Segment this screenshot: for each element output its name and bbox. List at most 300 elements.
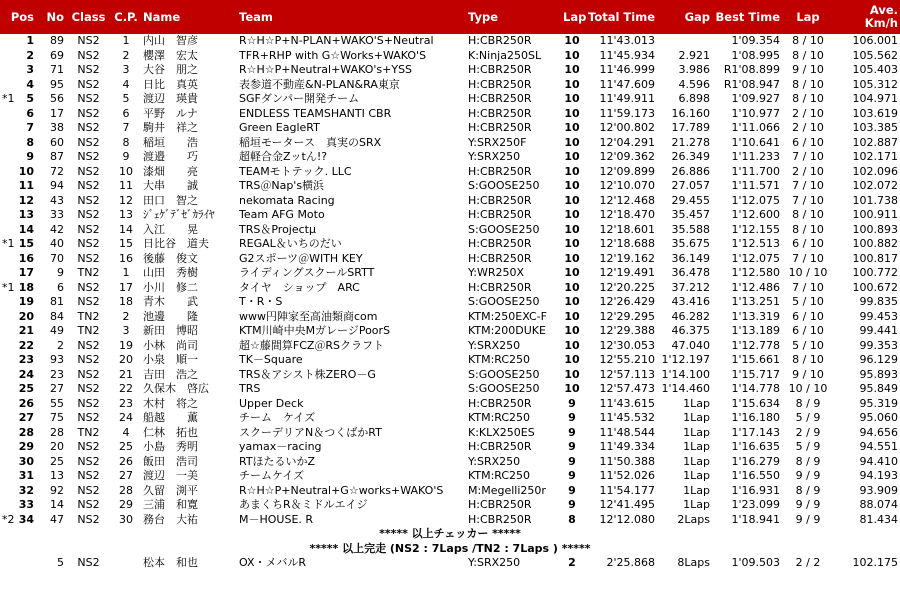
cell-rider-name: 大谷 朋之: [143, 63, 198, 76]
cell-best-time: 1'12.580: [731, 266, 780, 279]
cell-class: NS2: [77, 193, 100, 207]
table-row: [0, 179, 900, 194]
cell-best-lap: 8 / 9: [795, 483, 821, 497]
cell-best-time: 1'16.550: [731, 469, 780, 482]
cell-rider-name: 入江 晃: [143, 222, 198, 236]
cell-pos: [0, 194, 36, 209]
table-row: [0, 411, 900, 426]
cell-team: TEAMモトテック. LLC: [239, 164, 352, 178]
cell-class-position: 2: [122, 309, 130, 323]
cell-class: NS2: [77, 135, 100, 149]
cell-laps: 9: [568, 469, 576, 482]
cell-rider-name: 新田 博昭: [143, 324, 198, 337]
cell-gap: 29.455: [671, 193, 710, 207]
cell-gap: 36.149: [671, 251, 710, 265]
cell-machine-type: S:GOOSE250: [468, 179, 540, 192]
col-header-class: Class: [66, 0, 111, 34]
cell-machine-type: H:CBR250R: [468, 193, 532, 207]
cell-machine-type: H:CBR250R: [468, 280, 532, 294]
cell-rider-name: 務台 大祐: [143, 512, 198, 526]
cell-class: NS2: [77, 164, 100, 178]
position-value: 24: [18, 367, 34, 381]
cell-best-time: 1'09.503: [731, 556, 780, 569]
cell-best-lap: 9 / 9: [795, 469, 821, 482]
cell-total-time: 12'18.688: [599, 237, 655, 250]
cell-rider-name: 久留 渕平: [143, 483, 198, 497]
cell-gap: 27.057: [671, 179, 710, 192]
cell-gap: 1'14.100: [661, 367, 710, 381]
cell-best-time: 1'12.513: [731, 237, 780, 250]
cell-gap: 46.282: [671, 309, 710, 323]
cell-average-speed: 102.887: [852, 135, 898, 149]
cell-car-number: 49: [50, 324, 64, 337]
cell-pos: [0, 49, 36, 64]
table-row: [0, 252, 900, 267]
cell-team: SGFダンパー開発チーム: [239, 92, 360, 105]
cell-rider-name: 内山 智彦: [143, 34, 198, 47]
position-value: 12: [18, 193, 34, 207]
cell-pos: [0, 295, 36, 310]
table-row: [0, 556, 900, 571]
finish-note-row: [0, 542, 900, 557]
cell-machine-type: H:CBR250R: [468, 251, 532, 265]
cell-best-lap: 7 / 10: [792, 193, 824, 207]
cell-total-time: 11'45.934: [599, 48, 655, 62]
cell-total-time: 11'46.999: [599, 63, 655, 76]
cell-team: nekomata Racing: [239, 193, 335, 207]
cell-pos: [0, 121, 36, 136]
cell-total-time: 12'10.070: [599, 179, 655, 192]
cell-gap: 1'12.197: [661, 353, 710, 366]
cell-best-lap: 2 / 2: [795, 556, 821, 569]
cell-team: Green EagleRT: [239, 121, 320, 134]
table-row: [0, 92, 900, 107]
cell-car-number: 42: [50, 222, 64, 236]
cell-machine-type: H:CBR250R: [468, 77, 532, 91]
cell-laps: 10: [564, 266, 580, 279]
cell-total-time: 12'18.470: [599, 208, 655, 221]
cell-team: G2スポーツ＠WITH KEY: [239, 251, 363, 265]
header-row: [0, 0, 900, 34]
cell-class-position: 14: [119, 222, 133, 236]
table-row: [0, 63, 900, 78]
cell-pos: [0, 78, 36, 93]
cell-pos: [0, 165, 36, 180]
cell-gap: 3.986: [678, 63, 710, 76]
cell-class: NS2: [77, 222, 100, 236]
cell-total-time: 11'50.388: [599, 454, 655, 468]
cell-average-speed: 100.772: [852, 266, 898, 279]
cell-laps: 9: [568, 396, 576, 410]
table-row: [0, 353, 900, 368]
cell-total-time: 12'30.053: [599, 338, 655, 352]
cell-class: TN2: [77, 324, 100, 337]
cell-average-speed: 105.562: [852, 48, 898, 62]
cell-best-time: 1'18.941: [731, 512, 780, 526]
cell-rider-name: 久保木 啓広: [143, 382, 209, 395]
cell-best-lap: 8 / 10: [792, 48, 824, 62]
cell-total-time: 11'52.026: [599, 469, 655, 482]
cell-team: M－HOUSE. R: [239, 512, 314, 526]
cell-car-number: 92: [50, 483, 64, 497]
table-row: [0, 295, 900, 310]
cell-best-time: 1'23.099: [731, 498, 780, 511]
cell-total-time: 12'57.473: [599, 382, 655, 395]
cell-best-time: 1'10.641: [731, 135, 780, 149]
cell-best-lap: 10 / 10: [788, 382, 828, 395]
cell-best-time: 1'16.931: [731, 483, 780, 497]
cell-gap: 1'14.460: [661, 382, 710, 395]
cell-pos: [0, 397, 36, 412]
cell-rider-name: 渡邉 巧: [143, 150, 198, 163]
cell-best-lap: 6 / 10: [792, 237, 824, 250]
cell-class: NS2: [77, 77, 100, 91]
cell-laps: 9: [568, 498, 576, 511]
table-row: [0, 397, 900, 412]
cell-rider-name: 小島 秀明: [143, 440, 198, 453]
cell-best-time: 1'15.661: [731, 353, 780, 366]
cell-machine-type: S:GOOSE250: [468, 382, 540, 395]
cell-gap: 21.278: [671, 135, 710, 149]
cell-laps: 10: [564, 251, 580, 265]
position-value: 21: [18, 324, 34, 337]
cell-gap: 1Lap: [683, 498, 710, 511]
cell-laps: 2: [568, 556, 576, 569]
cell-class: NS2: [77, 251, 100, 265]
cell-rider-name: 駒井 祥之: [143, 121, 198, 134]
position-value: 2: [26, 48, 34, 62]
cell-pos: [0, 310, 36, 325]
cell-machine-type: H:CBR250R: [468, 63, 532, 76]
position-value: 29: [18, 440, 34, 453]
table-row: [0, 49, 900, 64]
position-value: 20: [18, 309, 34, 323]
cell-car-number: 47: [50, 512, 64, 526]
cell-best-time: 1'11.700: [731, 164, 780, 178]
cell-total-time: 11'43.013: [599, 34, 655, 47]
cell-average-speed: 99.441: [859, 324, 898, 337]
cell-rider-name: 木村 将之: [143, 396, 198, 410]
cell-laps: 10: [564, 77, 580, 91]
cell-best-lap: 2 / 10: [792, 121, 824, 134]
cell-average-speed: 96.129: [859, 353, 898, 366]
cell-machine-type: H:CBR250R: [468, 440, 532, 453]
cell-best-lap: 9 / 9: [795, 512, 821, 526]
cell-rider-name: 山田 秀樹: [143, 266, 198, 279]
cell-total-time: 11'45.532: [599, 411, 655, 424]
cell-car-number: 94: [50, 179, 64, 192]
cell-class-position: 26: [119, 454, 133, 468]
cell-average-speed: 104.971: [852, 92, 898, 105]
cell-best-time: 1'17.143: [731, 425, 780, 439]
cell-laps: 9: [568, 454, 576, 468]
cell-best-lap: 6 / 10: [792, 309, 824, 323]
penalty-mark: *1: [2, 237, 15, 250]
cell-gap: 1Lap: [683, 454, 710, 468]
cell-total-time: 12'29.388: [599, 324, 655, 337]
cell-average-speed: 95.893: [859, 367, 898, 381]
cell-rider-name: 小泉 順一: [143, 353, 198, 366]
cell-class: NS2: [77, 440, 100, 453]
cell-class: NS2: [77, 34, 100, 47]
cell-gap: 2.921: [678, 48, 710, 62]
cell-car-number: 56: [50, 92, 64, 105]
position-value: 10: [18, 164, 34, 178]
cell-class: NS2: [77, 454, 100, 468]
cell-average-speed: 103.385: [852, 121, 898, 134]
cell-machine-type: Y:SRX250: [468, 454, 521, 468]
results-body: [0, 34, 900, 527]
cell-average-speed: 81.434: [859, 512, 898, 526]
cell-pos: [0, 324, 36, 339]
cell-average-speed: 95.849: [859, 382, 898, 395]
cell-car-number: 95: [50, 77, 64, 91]
table-row: [0, 194, 900, 209]
cell-class: NS2: [77, 469, 100, 482]
cell-class-position: 4: [122, 77, 130, 91]
cell-machine-type: KTM:RC250: [468, 411, 531, 424]
cell-total-time: 12'29.295: [599, 309, 655, 323]
cell-total-time: 12'18.601: [599, 222, 655, 236]
table-row: [0, 484, 900, 499]
cell-class-position: 5: [122, 92, 130, 105]
cell-best-time: R1'08.899: [723, 63, 780, 76]
table-row: [0, 324, 900, 339]
table-row: [0, 382, 900, 397]
cell-car-number: 25: [50, 454, 64, 468]
dnf-body: [0, 556, 900, 571]
cell-laps: 10: [564, 150, 580, 163]
cell-class-position: 30: [119, 512, 133, 526]
col-header-total-time: Total Time: [583, 0, 657, 34]
cell-car-number: 84: [50, 309, 64, 323]
cell-team: yamax－racing: [239, 440, 322, 453]
cell-best-lap: 5 / 9: [795, 440, 821, 453]
cell-machine-type: H:CBR250R: [468, 512, 532, 526]
cell-best-time: 1'11.233: [731, 150, 780, 163]
cell-total-time: 12'55.210: [599, 353, 655, 366]
cell-average-speed: 102.096: [852, 164, 898, 178]
cell-car-number: 28: [50, 425, 64, 439]
cell-class-position: 4: [122, 425, 130, 439]
cell-gap: 1Lap: [683, 425, 710, 439]
cell-gap: 1Lap: [683, 396, 710, 410]
cell-machine-type: K:Ninja250SL: [468, 48, 542, 62]
cell-pos: [0, 339, 36, 354]
cell-gap: 35.675: [671, 237, 710, 250]
cell-machine-type: Y:SRX250: [468, 556, 521, 569]
cell-average-speed: 102.171: [852, 150, 898, 163]
position-value: 8: [26, 135, 34, 149]
cell-laps: 10: [564, 309, 580, 323]
cell-total-time: 12'09.362: [599, 150, 655, 163]
cell-car-number: 72: [50, 164, 64, 178]
cell-laps: 9: [568, 483, 576, 497]
cell-total-time: 12'20.225: [599, 280, 655, 294]
cell-rider-name: 平野 ルナ: [143, 106, 198, 120]
position-value: 33: [18, 498, 34, 511]
cell-best-lap: 10 / 10: [788, 266, 828, 279]
cell-laps: 10: [564, 92, 580, 105]
cell-gap: 1Lap: [683, 483, 710, 497]
cell-class: NS2: [77, 237, 100, 250]
cell-best-time: 1'12.600: [731, 208, 780, 221]
cell-class-position: 22: [119, 382, 133, 395]
cell-machine-type: Y:WR250X: [468, 266, 525, 279]
cell-best-lap: 8 / 10: [792, 353, 824, 366]
cell-car-number: 9: [57, 266, 64, 279]
cell-average-speed: 93.909: [859, 483, 898, 497]
cell-total-time: 12'00.802: [599, 121, 655, 134]
cell-average-speed: 102.175: [852, 556, 898, 569]
table-row: [0, 498, 900, 513]
cell-total-time: 11'49.911: [599, 92, 655, 105]
position-value: 7: [26, 121, 34, 134]
cell-car-number: 69: [50, 48, 64, 62]
cell-laps: 10: [564, 106, 580, 120]
position-value: 13: [18, 208, 34, 221]
cell-rider-name: 日比 真英: [143, 77, 198, 91]
position-value: 14: [18, 222, 34, 236]
cell-class-position: 19: [119, 338, 133, 352]
cell-best-lap: 7 / 10: [792, 179, 824, 192]
cell-rider-name: 小川 修二: [143, 280, 198, 294]
cell-class-position: 18: [119, 295, 133, 308]
cell-rider-name: 三浦 和寛: [143, 498, 198, 511]
cell-gap: 47.040: [671, 338, 710, 352]
cell-pos: [0, 469, 36, 484]
cell-team: ライディングスクールSRTT: [239, 266, 375, 279]
cell-total-time: 11'48.544: [599, 425, 655, 439]
cell-team: REGAL＆いちのだい: [239, 237, 342, 250]
cell-class: NS2: [77, 150, 100, 163]
cell-machine-type: H:CBR250R: [468, 498, 532, 511]
cell-laps: 10: [564, 324, 580, 337]
position-value: 25: [18, 382, 34, 395]
cell-best-time: 1'09.354: [731, 34, 780, 47]
cell-best-lap: 8 / 10: [792, 77, 824, 91]
cell-best-time: 1'12.486: [731, 280, 780, 294]
cell-class: NS2: [77, 353, 100, 366]
cell-class: NS2: [77, 396, 100, 410]
cell-average-speed: 95.319: [859, 396, 898, 410]
cell-machine-type: Y:SRX250: [468, 338, 521, 352]
cell-pos: [0, 411, 36, 426]
cell-pos: [0, 223, 36, 238]
cell-laps: 9: [568, 440, 576, 453]
cell-average-speed: 103.619: [852, 106, 898, 120]
cell-best-time: 1'12.075: [731, 251, 780, 265]
cell-machine-type: S:GOOSE250: [468, 295, 540, 308]
cell-best-time: 1'11.571: [731, 179, 780, 192]
cell-pos: [0, 107, 36, 122]
cell-team: RTほたるいかZ: [239, 454, 316, 468]
cell-average-speed: 102.072: [852, 179, 898, 192]
position-value: 6: [26, 106, 34, 120]
cell-machine-type: KTM:200DUKE: [468, 324, 546, 337]
cell-rider-name: 田口 智之: [143, 193, 198, 207]
cell-machine-type: S:GOOSE250: [468, 222, 540, 236]
cell-class-position: 16: [119, 251, 133, 265]
cell-class: NS2: [77, 512, 100, 526]
cell-total-time: 11'43.615: [599, 396, 655, 410]
cell-class-position: 8: [122, 135, 130, 149]
cell-car-number: 40: [50, 237, 64, 250]
position-value: 4: [26, 77, 34, 91]
table-row: [0, 223, 900, 238]
cell-rider-name: 櫻澤 宏太: [143, 48, 198, 62]
cell-team: 稲垣モータース 真実のSRX: [239, 135, 382, 149]
cell-car-number: 20: [50, 440, 64, 453]
cell-machine-type: S:GOOSE250: [468, 367, 540, 381]
cell-total-time: 12'19.491: [599, 266, 655, 279]
penalty-mark: *1: [2, 280, 15, 294]
cell-car-number: 55: [50, 396, 64, 410]
table-row: [0, 78, 900, 93]
checker-note: ***** 以上チェッカー *****: [379, 527, 521, 540]
table-row: [0, 310, 900, 325]
position-value: 26: [18, 396, 34, 410]
cell-best-time: 1'14.778: [731, 382, 780, 395]
position-value: 32: [18, 483, 34, 497]
cell-team: Upper Deck: [239, 396, 304, 410]
cell-class: NS2: [77, 280, 100, 294]
cell-best-lap: 7 / 10: [792, 251, 824, 265]
position-value: 34: [18, 512, 34, 526]
cell-pos: [0, 556, 36, 571]
cell-car-number: 14: [50, 498, 64, 511]
cell-rider-name: 池邊 隆: [143, 309, 198, 323]
table-row: [0, 150, 900, 165]
cell-average-speed: 94.193: [859, 469, 898, 482]
cell-average-speed: 101.738: [852, 193, 898, 207]
position-value: 30: [18, 454, 34, 468]
cell-laps: 10: [564, 222, 580, 236]
cell-pos: [0, 208, 36, 223]
table-row: [0, 426, 900, 441]
cell-car-number: 60: [50, 135, 64, 149]
cell-average-speed: 99.353: [859, 338, 898, 352]
cell-class-position: 6: [122, 106, 130, 120]
cell-class-position: 27: [119, 469, 133, 482]
cell-car-number: 81: [50, 295, 64, 308]
cell-pos: [0, 136, 36, 151]
cell-team: あまくちR＆ミドルエイジ: [239, 498, 368, 511]
cell-class-position: 28: [119, 483, 133, 497]
cell-class: NS2: [77, 498, 100, 511]
cell-gap: 2Laps: [677, 512, 710, 526]
cell-best-lap: 8 / 10: [792, 92, 824, 105]
cell-machine-type: M:Megelli250r: [468, 483, 546, 497]
cell-team: TRS: [239, 382, 261, 395]
cell-best-lap: 8 / 10: [792, 208, 824, 221]
cell-gap: 1Lap: [683, 411, 710, 424]
cell-pos: [0, 498, 36, 513]
cell-class: NS2: [77, 92, 100, 105]
cell-machine-type: Y:SRX250: [468, 150, 521, 163]
cell-car-number: 13: [50, 469, 64, 482]
position-value: 31: [18, 469, 34, 482]
cell-laps: 10: [564, 367, 580, 381]
cell-machine-type: Y:SRX250F: [468, 135, 527, 149]
cell-gap: 26.886: [671, 164, 710, 178]
cell-machine-type: KTM:RC250: [468, 469, 531, 482]
cell-best-time: 1'15.634: [731, 396, 780, 410]
cell-machine-type: H:CBR250R: [468, 121, 532, 134]
position-value: 5: [26, 92, 34, 105]
cell-laps: 8: [568, 512, 576, 526]
cell-gap: 4.596: [678, 77, 710, 91]
